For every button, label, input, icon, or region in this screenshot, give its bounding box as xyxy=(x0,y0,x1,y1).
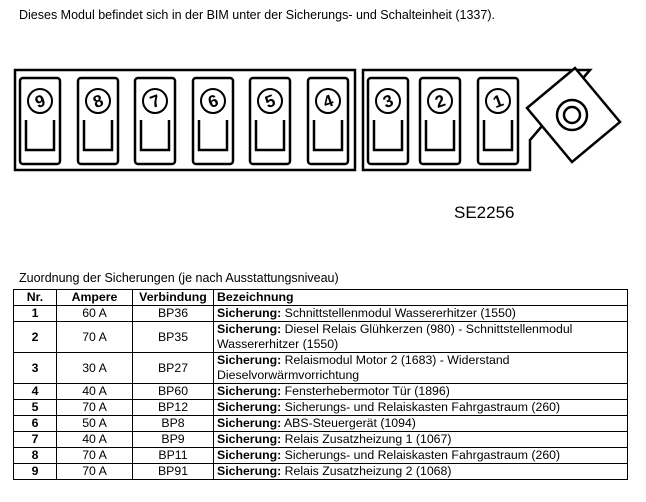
intro-text: Dieses Modul befindet sich in der BIM unter der Sicherungs- und Schalteinheit (1337). xyxy=(19,8,495,22)
cell-verbindung: BP36 xyxy=(133,306,214,322)
cell-prefix: Sicherung: xyxy=(217,306,282,320)
header-nr: Nr. xyxy=(14,290,57,306)
cell-nr: 3 xyxy=(14,353,57,384)
fuse-blade-outline xyxy=(141,120,169,150)
cell-nr: 5 xyxy=(14,400,57,416)
terminal-block-outline xyxy=(527,68,620,162)
fuse-slot xyxy=(193,78,233,164)
cell-bezeichnung xyxy=(214,416,628,432)
cell-bezeichnung xyxy=(214,464,628,480)
table-row xyxy=(14,432,628,448)
fuse-blade-outline xyxy=(426,120,454,150)
cell-description: Sicherungs- und Relaiskasten Fahrgastraum (260) xyxy=(281,448,561,462)
cell-description: Diesel Relais Glühkerzen (980) - Schnittstellenmodul Wassererhitzer (1550) xyxy=(217,322,573,351)
cell-prefix: Sicherung: xyxy=(217,416,282,430)
fuse-number-label: 7 xyxy=(147,90,163,113)
fuse-blade-outline xyxy=(199,120,227,150)
header-verbindung: Verbindung xyxy=(133,290,214,306)
table-row xyxy=(14,306,628,322)
cell-nr: 4 xyxy=(14,384,57,400)
fuse-number-label: 8 xyxy=(90,90,106,113)
table-caption: Zuordnung der Sicherungen (je nach Ausstattungsniveau) xyxy=(19,271,339,285)
cell-description: Relaismodul Motor 2 (1683) - Widerstand Dieselvorwärmvorrichtung xyxy=(217,353,510,382)
table-row xyxy=(14,322,628,353)
table-row xyxy=(14,353,628,384)
fuse-slot xyxy=(308,78,348,164)
fuse-blade-outline xyxy=(84,120,112,150)
cell-prefix: Sicherung: xyxy=(217,432,282,446)
cell-nr: 2 xyxy=(14,322,57,353)
cell-description: Relais Zusatzheizung 2 (1068) xyxy=(281,464,452,478)
fuse-slot xyxy=(135,78,175,164)
cell-verbindung: BP9 xyxy=(133,432,214,448)
fuse-blade-outline xyxy=(256,120,284,150)
cell-prefix: Sicherung: xyxy=(217,448,282,462)
fuse-number-label: 6 xyxy=(205,90,221,113)
fuse-blade-outline xyxy=(26,120,54,150)
cell-ampere: 50 A xyxy=(57,416,133,432)
cell-ampere: 70 A xyxy=(57,322,133,353)
cell-verbindung: BP35 xyxy=(133,322,214,353)
fuse-number-label: 4 xyxy=(320,90,336,113)
fuse-blade-outline xyxy=(314,120,342,150)
cell-ampere: 60 A xyxy=(57,306,133,322)
table-row xyxy=(14,400,628,416)
cell-nr: 9 xyxy=(14,464,57,480)
cell-verbindung: BP27 xyxy=(133,353,214,384)
cell-ampere: 40 A xyxy=(57,432,133,448)
cell-verbindung: BP11 xyxy=(133,448,214,464)
cell-prefix: Sicherung: xyxy=(217,464,282,478)
cell-nr: 8 xyxy=(14,448,57,464)
cell-nr: 6 xyxy=(14,416,57,432)
fuse-slot xyxy=(78,78,118,164)
cell-ampere: 40 A xyxy=(57,384,133,400)
cell-verbindung: BP60 xyxy=(133,384,214,400)
housing-left-outline xyxy=(15,70,355,170)
cell-nr: 7 xyxy=(14,432,57,448)
header-bezeichnung: Bezeichnung xyxy=(214,290,628,306)
fuse-module-diagram xyxy=(0,0,646,200)
cell-description: Sicherungs- und Relaiskasten Fahrgastraum (260) xyxy=(281,400,561,414)
fuse-number-label: 1 xyxy=(490,90,506,113)
cell-nr: 1 xyxy=(14,306,57,322)
fuse-number-label: 3 xyxy=(380,90,396,113)
table-row xyxy=(14,448,628,464)
cell-bezeichnung xyxy=(214,448,628,464)
header-ampere: Ampere xyxy=(57,290,133,306)
cell-bezeichnung xyxy=(214,400,628,416)
diagram-code-label: SE2256 xyxy=(454,203,515,222)
cell-bezeichnung xyxy=(214,432,628,448)
fuse-number-label: 2 xyxy=(432,90,448,113)
cell-bezeichnung xyxy=(214,384,628,400)
cell-description: ABS-Steuergerät (1094) xyxy=(281,416,416,430)
cell-description: Fensterhebermotor Tür (1896) xyxy=(281,384,450,398)
cell-ampere: 70 A xyxy=(57,448,133,464)
cell-prefix: Sicherung: xyxy=(217,353,282,367)
cell-description: Schnittstellenmodul Wassererhitzer (1550) xyxy=(281,306,516,320)
fuse-slot xyxy=(20,78,60,164)
cell-bezeichnung xyxy=(214,322,628,353)
fuse-blade-outline xyxy=(374,120,402,150)
cell-prefix: Sicherung: xyxy=(217,322,282,336)
fuse-assignment-table xyxy=(13,289,628,480)
fuse-number-label: 9 xyxy=(32,90,48,113)
fuse-slot xyxy=(420,78,460,164)
fuse-blade-outline xyxy=(484,120,512,150)
cell-ampere: 30 A xyxy=(57,353,133,384)
cell-prefix: Sicherung: xyxy=(217,384,282,398)
fuse-number-label: 5 xyxy=(262,90,278,113)
table-row xyxy=(14,416,628,432)
cell-verbindung: BP91 xyxy=(133,464,214,480)
cell-bezeichnung xyxy=(214,353,628,384)
cell-prefix: Sicherung: xyxy=(217,400,282,414)
cell-description: Relais Zusatzheizung 1 (1067) xyxy=(281,432,452,446)
cell-ampere: 70 A xyxy=(57,464,133,480)
table-row xyxy=(14,384,628,400)
cell-bezeichnung xyxy=(214,306,628,322)
cell-ampere: 70 A xyxy=(57,400,133,416)
fuse-slot xyxy=(478,78,518,164)
table-row xyxy=(14,464,628,480)
table-header-row xyxy=(14,290,628,306)
cell-verbindung: BP12 xyxy=(133,400,214,416)
fuse-slot xyxy=(368,78,408,164)
fuse-slot xyxy=(250,78,290,164)
cell-verbindung: BP8 xyxy=(133,416,214,432)
